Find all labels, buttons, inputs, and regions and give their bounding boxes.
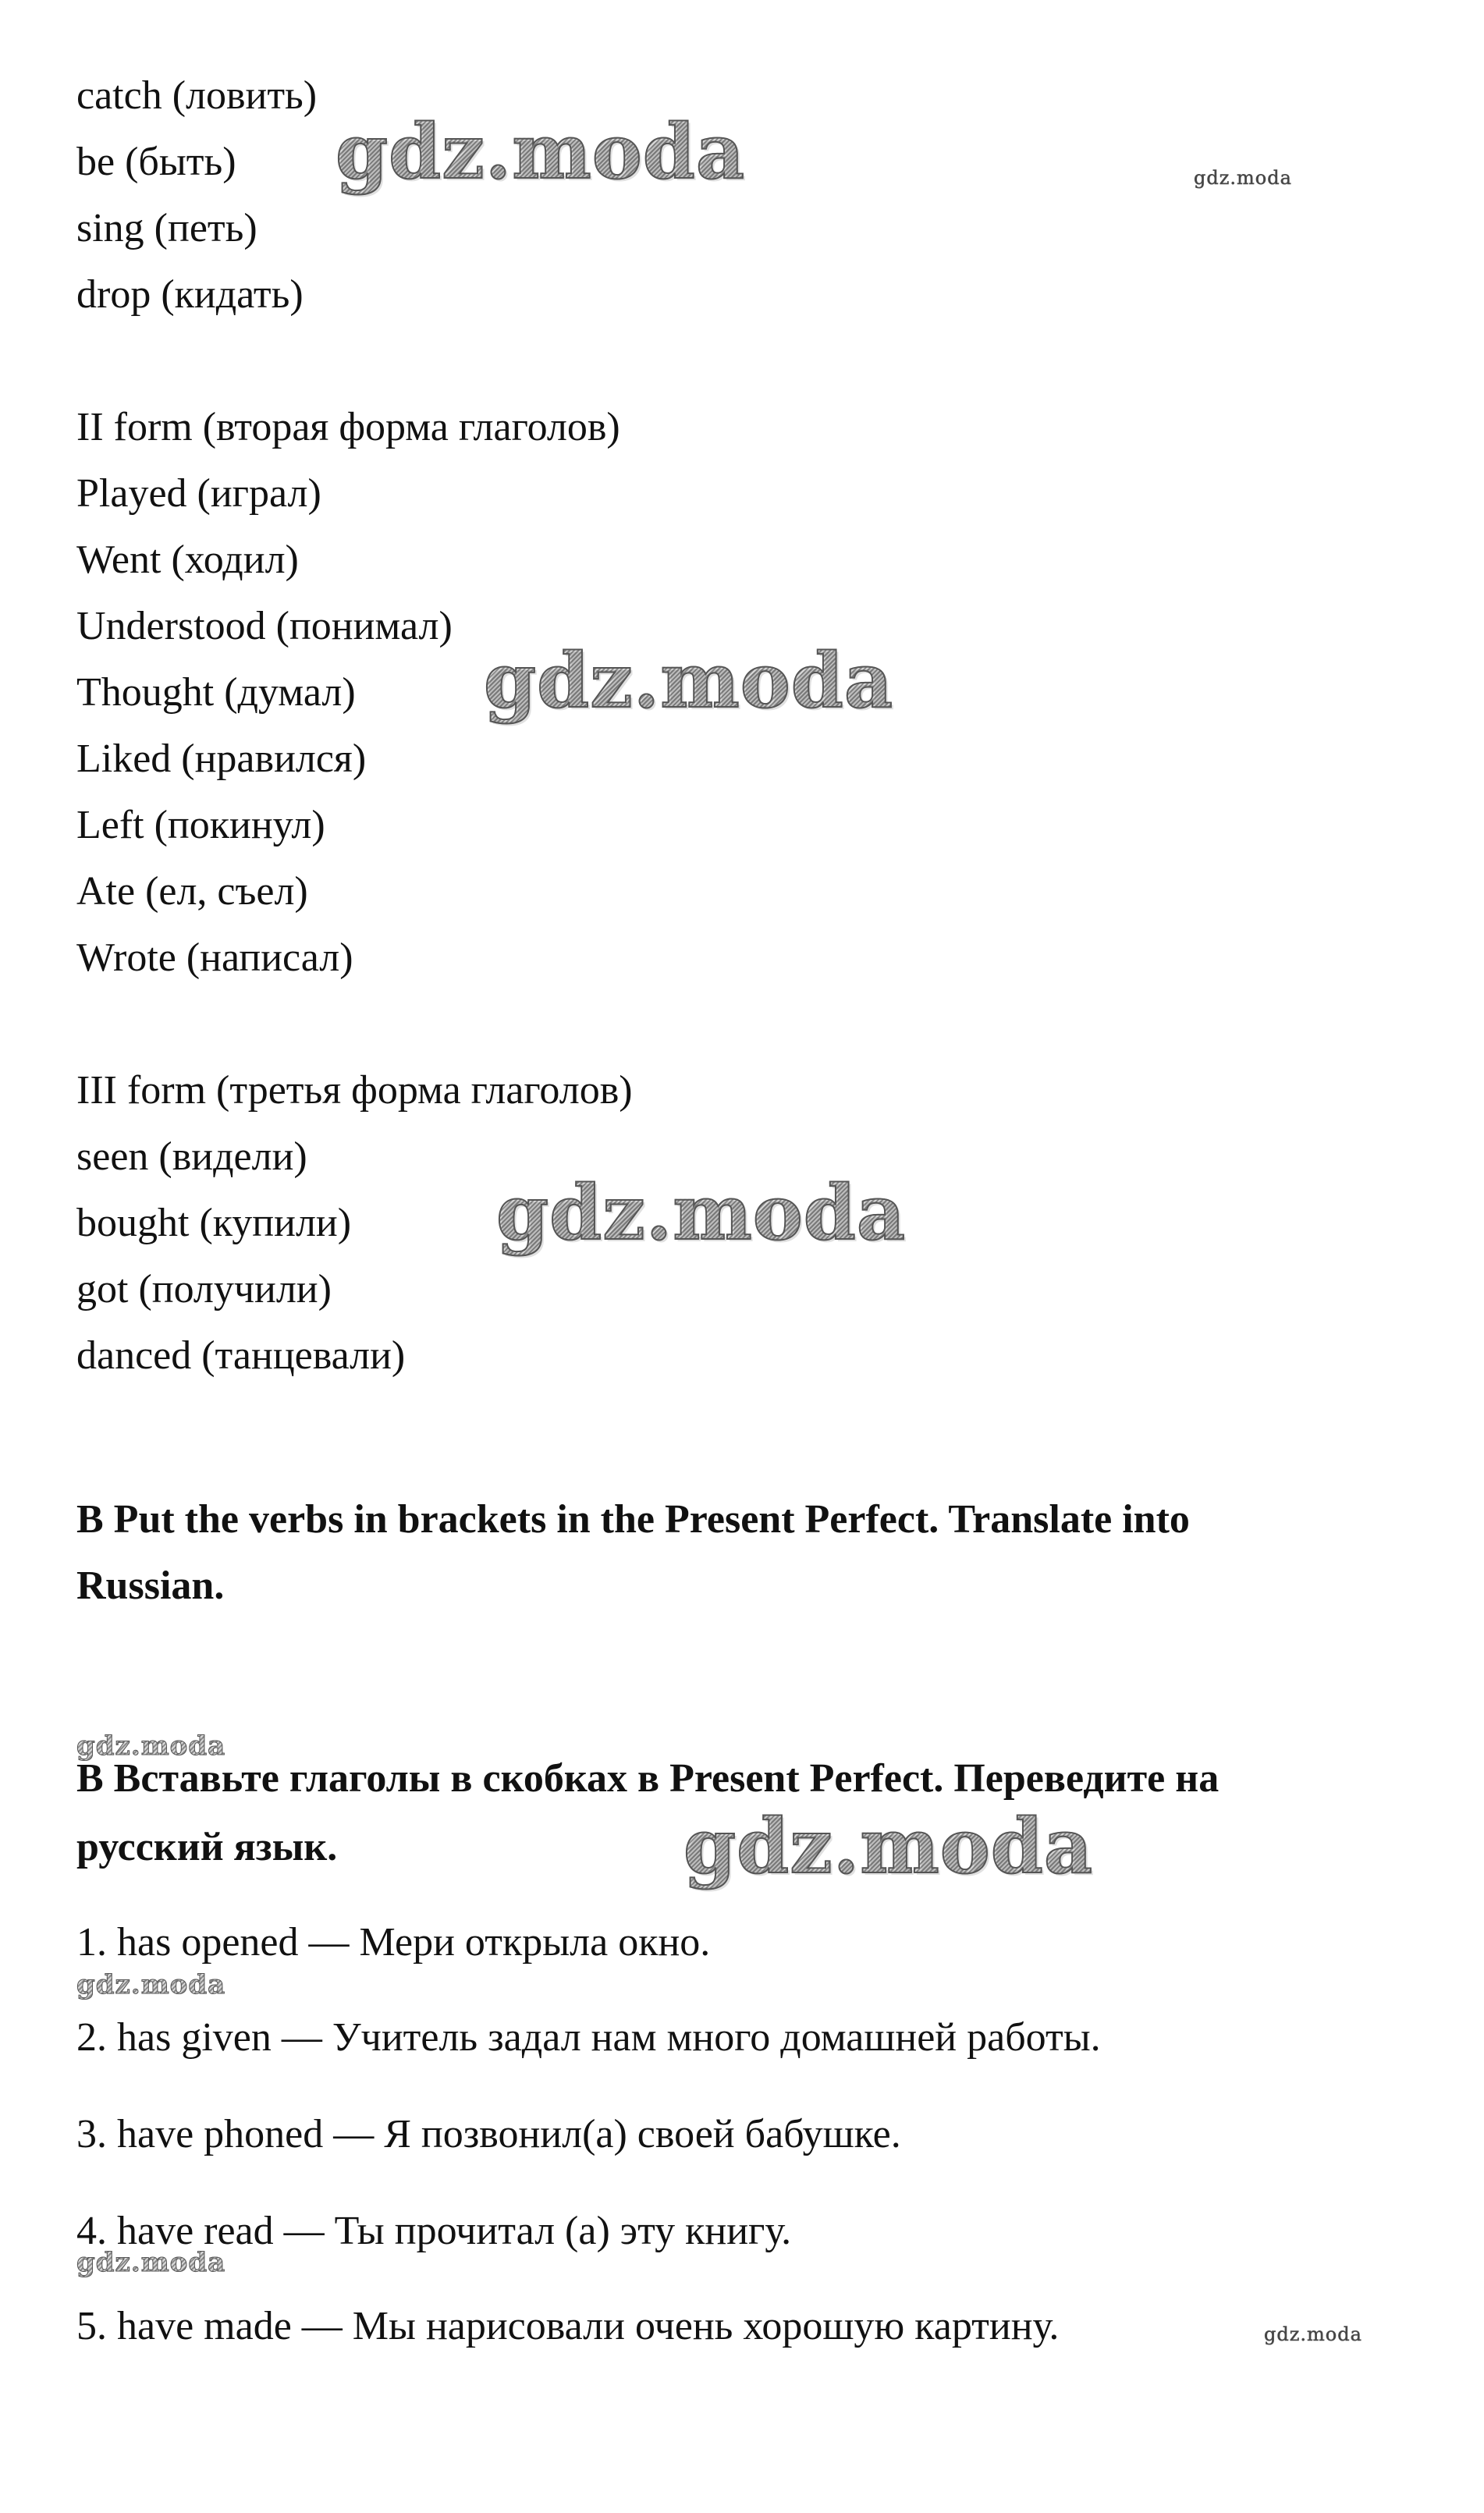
task-heading-english: Russian. — [76, 1564, 225, 1608]
verb-line: be (быть) — [76, 140, 236, 184]
watermark-logo: gdz.moda — [335, 108, 746, 196]
verb-line: Left (покинул) — [76, 803, 325, 847]
watermark-logo: gdz.moda — [76, 1969, 226, 2000]
section-title-third-form: III form (третья форма глаголов) — [76, 1068, 633, 1113]
answer-item: 5. have made — Мы нарисовали очень хорошую картину. — [76, 2304, 1060, 2348]
verb-line: seen (видели) — [76, 1134, 307, 1179]
watermark-logo: gdz.moda — [1264, 2323, 1362, 2345]
verb-line: Ate (ел, съел) — [76, 869, 308, 914]
verb-line: bought (купили) — [76, 1201, 352, 1245]
verb-line: Liked (нравился) — [76, 737, 367, 781]
verb-line: Thought (думал) — [76, 670, 356, 715]
section-title-second-form: II form (вторая форма глаголов) — [76, 405, 620, 449]
task-heading-russian: русский язык. — [76, 1825, 338, 1869]
watermark-logo: gdz.moda — [76, 2247, 226, 2278]
task-heading-russian: В Вставьте глаголы в скобках в Present Perfect. Переведите на — [76, 1756, 1220, 1801]
verb-line: Went (ходил) — [76, 538, 299, 582]
verb-line: catch (ловить) — [76, 73, 318, 118]
verb-line: Understood (понимал) — [76, 604, 453, 648]
answer-item: 3. have phoned — Я позвонил(а) своей бабушке. — [76, 2112, 901, 2156]
verb-line: danced (танцевали) — [76, 1333, 406, 1378]
verb-line: got (получили) — [76, 1267, 332, 1312]
watermark-logo: gdz.moda — [683, 1802, 1094, 1890]
watermark-logo: gdz.moda — [484, 637, 894, 725]
answer-item: 4. have read — Ты прочитал (а) эту книгу. — [76, 2209, 792, 2253]
answer-item: 1. has opened — Мери открыла окно. — [76, 1920, 711, 1965]
watermark-logo: gdz.moda — [1194, 167, 1292, 189]
task-heading-english: B Put the verbs in brackets in the Present Perfect. Translate into — [76, 1497, 1190, 1542]
verb-line: sing (петь) — [76, 206, 257, 250]
watermark-logo: gdz.moda — [496, 1169, 907, 1257]
watermark-logo: gdz.moda — [76, 1730, 226, 1762]
verb-line: drop (кидать) — [76, 272, 304, 317]
answer-item: 2. has given — Учитель задал нам много домашней работы. — [76, 2015, 1101, 2060]
verb-line: Played (играл) — [76, 471, 321, 516]
verb-line: Wrote (написал) — [76, 935, 353, 980]
